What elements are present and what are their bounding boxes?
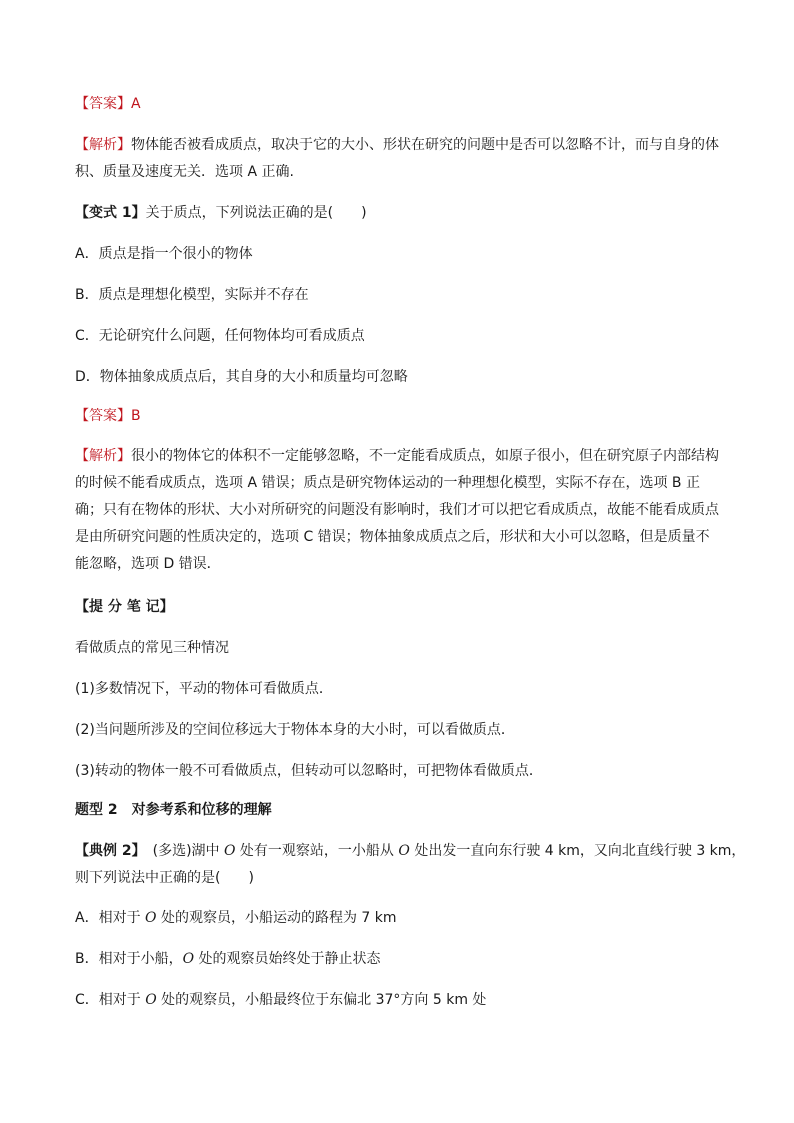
example-2-line-1	[75, 841, 746, 861]
example-2-line-2: 则下列说法中正确的是( )	[75, 870, 254, 886]
answer-value: A	[131, 96, 141, 112]
analysis-2	[75, 443, 723, 578]
point-o: O	[145, 992, 157, 1008]
option-text: B．相对于小船，	[75, 951, 183, 967]
example-text-2: 处有一观察站，一小船从	[235, 843, 399, 859]
notes-heading: 【提 分 笔 记】	[75, 599, 174, 615]
point-o: O	[182, 951, 195, 967]
notes-intro: 看做质点的常见三种情况	[75, 640, 229, 656]
analysis-text: 物体能否被看成质点，取决于它的大小、形状在研究的问题中是否可以忽略不计，而与自身的体积、质量及速度无关．选项 A 正确.	[75, 137, 719, 180]
point-o: O	[398, 843, 410, 859]
section-title: 题型 2 对参考系和位移的理解	[75, 802, 272, 818]
answer-label: 【答案】	[75, 96, 131, 112]
analysis-label: 【解析】	[75, 448, 131, 464]
option-a: A．质点是指一个很小的物体	[75, 246, 253, 262]
example-option-a	[75, 908, 719, 928]
option-b: B．质点是理想化模型，实际并不存在	[75, 287, 309, 303]
example-option-c	[75, 990, 719, 1010]
example-label: 【典例 2】	[75, 843, 139, 859]
point-o: O	[224, 843, 236, 859]
example-text-1: (多选)湖中	[138, 843, 224, 859]
answer-value: B	[131, 408, 141, 424]
notes-item-1: (1)多数情况下，平动的物体可看做质点．	[75, 681, 333, 697]
variant-label: 【变式 1】	[75, 205, 146, 221]
variant-1-question	[75, 203, 719, 223]
notes-item-3: (3)转动的物体一般不可看做质点，但转动可以忽略时，可把物体看做质点．	[75, 763, 543, 779]
option-text: 处的观察员，小船最终位于东偏北 37°方向 5 km 处	[156, 992, 487, 1008]
option-text: A．相对于	[75, 910, 146, 926]
option-text: 处的观察员，小船运动的路程为 7 km	[156, 910, 397, 926]
analysis-text: 很小的物体它的体积不一定能够忽略，不一定能看成质点，如原子很小，但在研究原子内部结构的时候不能看成质点，选项 A 错误；质点是研究物体运动的一种理想化模型，实际不存在，选项 B 正确；只有在物体的形状、大小对所研究的问题没有影响时，我们才可以把它看成质点，故能不能看成质点是由所研究问题的性质决定的，选项 C 错误；物体抽象成质点之后，形状和大小可以忽略，但是质量不能忽略，选项 D 错误．	[75, 448, 719, 572]
answer-label: 【答案】	[75, 408, 131, 424]
analysis-label: 【解析】	[75, 137, 131, 153]
answer-2	[75, 406, 719, 426]
question-text: 关于质点，下列说法正确的是( )	[145, 205, 367, 221]
notes-item-2: (2)当问题所涉及的空间位移远大于物体本身的大小时，可以看做质点．	[75, 722, 515, 738]
option-c: C．无论研究什么问题，任何物体均可看成质点	[75, 328, 365, 344]
example-option-b	[75, 949, 719, 969]
option-text: 处的观察员始终处于静止状态	[194, 951, 381, 967]
answer-1	[75, 94, 719, 114]
option-text: C．相对于	[75, 992, 146, 1008]
option-d: D．物体抽象成质点后，其自身的大小和质量均可忽略	[75, 369, 408, 385]
point-o: O	[145, 910, 157, 926]
analysis-1	[75, 132, 723, 186]
example-text-3: 处出发一直向东行驶 4 km，又向北直线行驶 3 km，	[409, 843, 746, 859]
